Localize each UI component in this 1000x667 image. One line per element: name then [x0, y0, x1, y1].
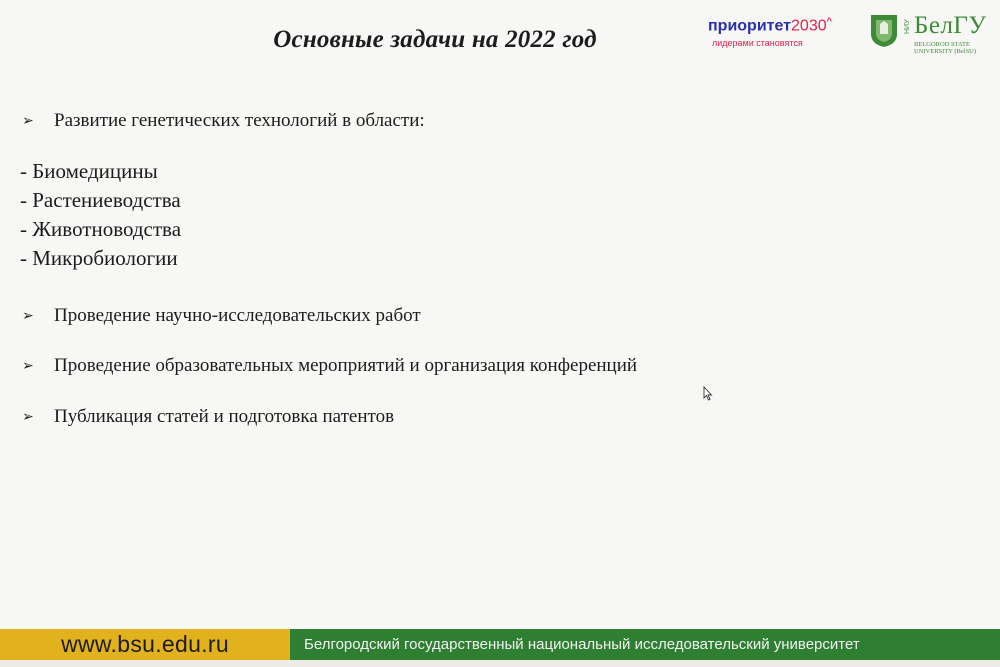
bullet-text: Публикация статей и подготовка патентов [54, 406, 395, 427]
footer-university-name: Белгородский государственный национальный исследовательский университет [304, 636, 860, 653]
bsu-emblem-icon [870, 14, 898, 48]
bsu-logo-nru: НИУ [904, 19, 911, 34]
mouse-pointer-icon [703, 386, 713, 402]
bottom-band [0, 660, 1000, 667]
bullet-text: Проведение научно-исследовательских работ [54, 305, 421, 326]
bsu-logo-name: БелГУ [914, 12, 987, 39]
bullet-item [22, 406, 394, 428]
bsu-logo [868, 12, 988, 56]
slide-title: Основные задачи на 2022 год [273, 26, 597, 53]
arrowhead-bullet-icon: ➢ [22, 113, 34, 129]
arrowhead-bullet-icon: ➢ [22, 409, 34, 425]
priority-2030-logo: приоритет2030^ лидерами становятся [708, 16, 832, 48]
sub-item: - Растениеводства [20, 188, 181, 212]
bullet-text: Проведение образовательных мероприятий и организация конференций [54, 355, 638, 376]
bsu-logo-subtitle-2: UNIVERSITY (BelSU) [914, 48, 977, 55]
bullet-item [22, 305, 421, 327]
sub-item: - Биомедицины [20, 159, 158, 183]
bullet-text: Развитие генетических технологий в области: [54, 110, 425, 131]
slide-footer [0, 629, 1000, 660]
bullet-item [22, 110, 425, 132]
footer-url-link[interactable]: www.bsu.edu.ru [61, 631, 229, 657]
bullet-item [22, 355, 637, 377]
priority-logo-word: приоритет [708, 17, 792, 35]
sub-item: - Животноводства [20, 217, 182, 241]
sub-item: - Микробиологии [20, 246, 178, 270]
priority-logo-number: 2030 [791, 17, 827, 35]
arrowhead-bullet-icon: ➢ [22, 308, 34, 324]
arrowhead-bullet-icon: ➢ [22, 358, 34, 374]
priority-logo-tagline: лидерами становятся [712, 38, 803, 48]
bsu-logo-subtitle-1: BELGOROD STATE [914, 41, 970, 48]
